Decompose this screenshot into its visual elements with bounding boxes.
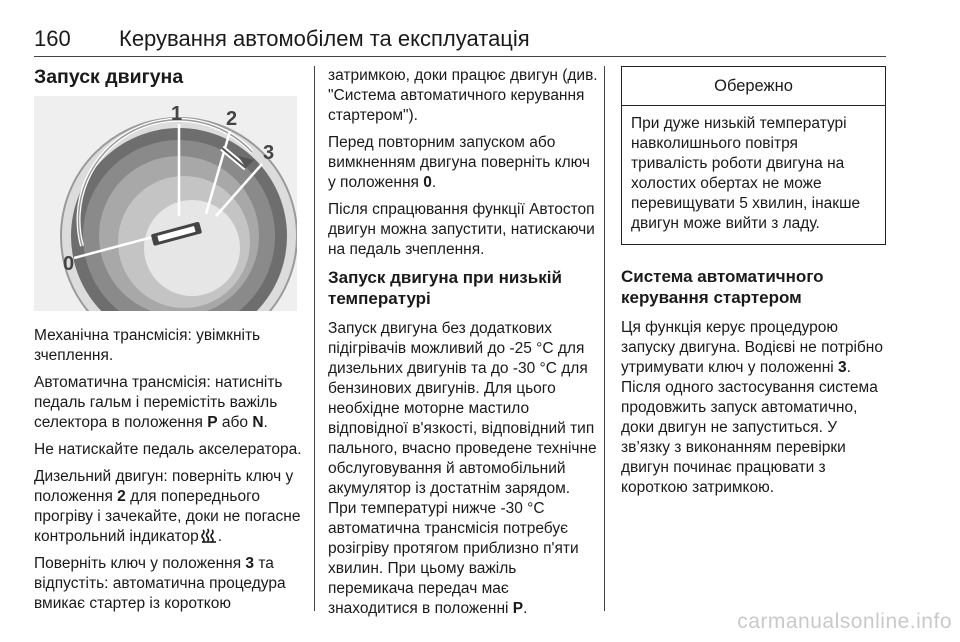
paragraph [621, 318, 887, 498]
page-number: 160 [34, 26, 71, 51]
text-span: . [523, 600, 528, 617]
running-title: Керування автомобілем та експлуатація [119, 26, 530, 51]
paragraph [34, 373, 302, 433]
section-title: Запуск двигуна [34, 66, 184, 88]
subsection-heading: Запуск двигуна при низькій температурі [328, 268, 562, 308]
column-divider [314, 66, 315, 611]
text-span: або [217, 414, 253, 431]
watermark: carmanualsonline.info [737, 610, 952, 633]
paragraph [34, 554, 302, 614]
position-label-1: 1 [171, 103, 183, 125]
paragraph [34, 467, 302, 547]
text-span: Запуск двигуна без додаткових підігрівачів можливий до -25 °C для дизельних двигунів та до -30 °C для бензинових двигунів. Для цього необхідне моторне мастило відповідної в'язкості, відповідний тип пального, вчасно проведене технічне обслуговування й автомобільний акумулятор із достатнім зарядом. При температурі нижче -30 °C автоматична трансмісія потребує розігріву протягом приблизно п'яти хвилин. При цьому важіль перемикача передач має знаходитися в положенні [328, 320, 597, 617]
text-span: Автоматична трансмісія: натисніть педаль гальм і перемістіть важіль селектора в положення [34, 374, 283, 431]
bold-value: 3 [245, 555, 255, 572]
bold-value: P [512, 600, 524, 617]
position-label-2: 2 [226, 108, 238, 130]
ignition-switch-illustration [34, 96, 297, 311]
text-span: . [217, 528, 223, 545]
text-span: для попереднього прогріву і зачекайте, доки не погасне контрольний індикатор [34, 488, 301, 545]
text-span: Поверніть ключ у положення [34, 555, 246, 572]
bold-value: 0 [423, 174, 432, 191]
text-span: Перед повторним запуском або вимкненням двигуна поверніть ключ у положення [328, 134, 590, 191]
position-label-3: 3 [263, 142, 275, 164]
bold-value: 3 [838, 359, 847, 376]
ignition-switch-figure [34, 96, 297, 311]
text-span: . Після одного застосування система продовжить запуск автоматично, доки двигун не запуститься. У зв’язку з виконанням перевірки двигун починає працювати з короткою затримкою. [621, 359, 878, 496]
glow-plug-indicator-icon [201, 527, 218, 543]
subsection-heading: Система автоматичного керування стартером [621, 267, 824, 307]
paragraph: Після спрацювання функції Автостоп двигун можна запустити, натискаючи на педаль зчеплення. [328, 201, 595, 258]
bold-value: P [207, 414, 218, 431]
column-divider [604, 66, 605, 611]
caution-title: Обережно [622, 67, 885, 106]
text-span: Ця функція керує процедурою запуску двигуна. Водієві не потрібно утримувати ключ у положенні [621, 319, 883, 376]
text-span: . [431, 174, 437, 191]
paragraph [328, 133, 598, 193]
caution-box [621, 66, 886, 245]
paragraph: затримкою, доки працює двигун (див. "Система автоматичного керування стартером"). [328, 67, 598, 124]
bold-value: N [252, 414, 264, 431]
position-label-0: 0 [63, 253, 75, 275]
bold-value: 2 [117, 488, 126, 505]
column-1-text [34, 326, 302, 621]
text-span: та відпустіть: автоматична процедура вмикає стартер із короткою [34, 555, 286, 612]
paragraph: Не натискайте педаль акселератора. [34, 441, 302, 458]
text-span: . [263, 414, 268, 431]
column-2-text [328, 66, 598, 626]
paragraph [328, 319, 598, 619]
paragraph: Механічна трансмісія: увімкніть зчеплення. [34, 327, 261, 364]
page-header [34, 26, 886, 57]
caution-text: При дуже низькій температурі навколишнього повітря тривалість роботи двигуна на холостих обертах не може перевищувати 5 хвилин, інакше двигун може вийти з ладу. [631, 115, 861, 232]
column-3-text [621, 266, 887, 505]
text-span: Дизельний двигун: поверніть ключ у положення [34, 468, 294, 505]
